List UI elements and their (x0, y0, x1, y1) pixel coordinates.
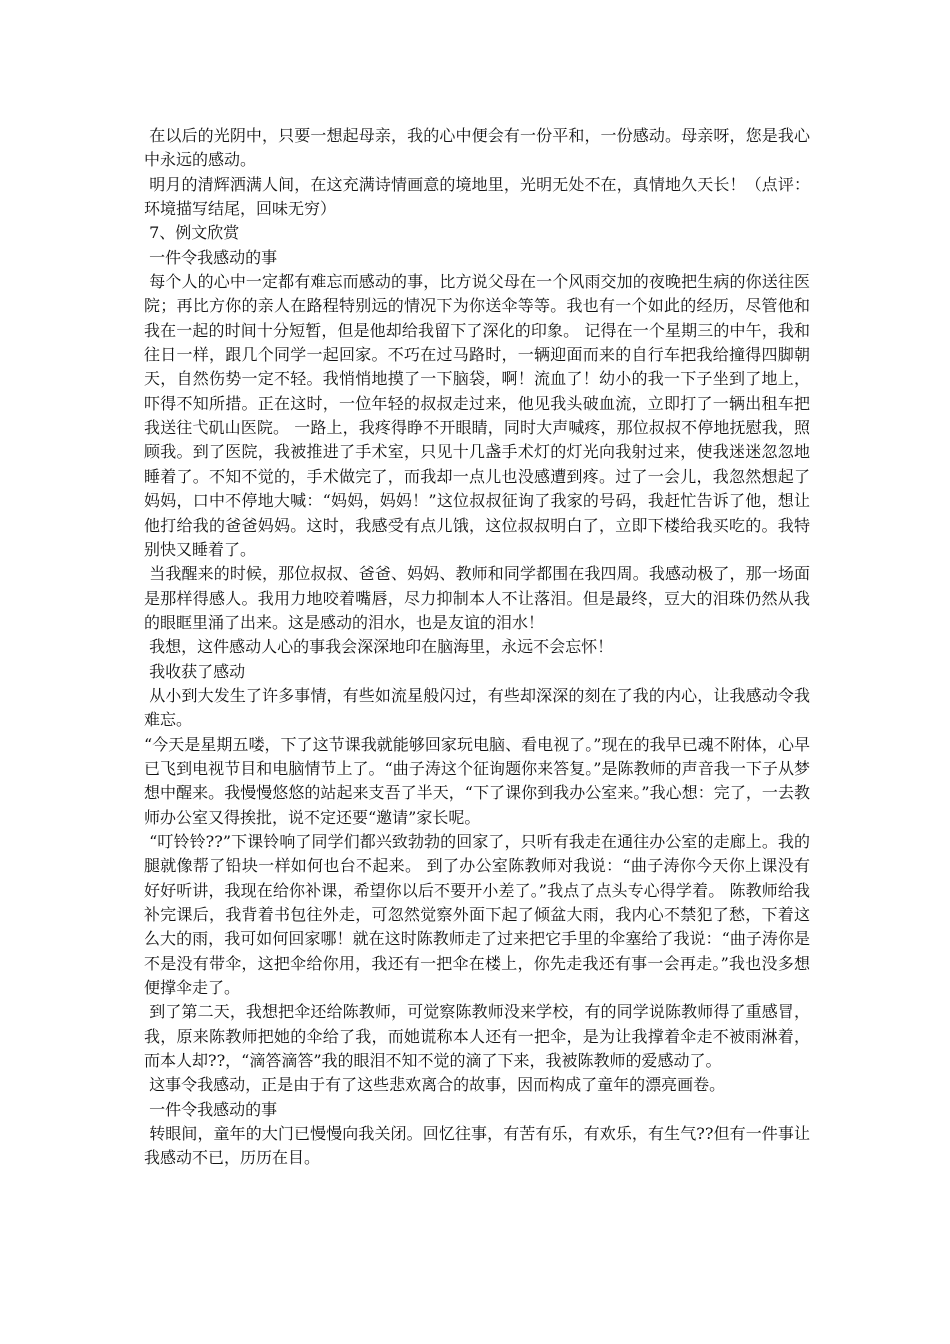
document-page (144, 124, 810, 1171)
paragraph: 我想，这件感动人心的事我会深深地印在脑海里，永远不会忘怀！ (144, 637, 614, 657)
paragraph: 到了第二天，我想把伞还给陈教师，可觉察陈教师没来学校，有的同学说陈教师得了重感冒，我，原来陈教师把她的伞给了我，而她谎称本人还有一把伞，是为让我撑着伞走不被雨淋着，而本人却??，“滴答滴答”我的眼泪不知不觉的滴了下来，我被陈教师的爱感动了。 (144, 1002, 810, 1071)
paragraph: 明月的清辉洒满人间，在这充满诗情画意的境地里，光明无处不在，真情地久天长！（点评：环境描写结尾，回味无穷） (144, 174, 810, 219)
paragraph: “今天是星期五喽，下了这节课我就能够回家玩电脑、看电视了。”现在的我早已魂不附体，心早已飞到电视节目和电脑情节上了。“曲子涛这个征询题你来答复。”是陈教师的声音我一下子从梦想中醒来。我慢慢悠悠的站起来支吾了半天，“下了课你到我办公室来。”我心想：完了，一去教师办公室又得挨批，说不定还要“邀请”家长呢。 (144, 734, 810, 827)
paragraph: 这事令我感动，正是由于有了这些悲欢离合的故事，因而构成了童年的漂亮画卷。 (144, 1075, 726, 1095)
paragraph: 每个人的心中一定都有难忘而感动的事，比方说父母在一个风雨交加的夜晚把生病的你送往医院；再比方你的亲人在路程特别远的情况下为你送伞等等。我也有一个如此的经历，尽管他和我在一起的时间十分短暂，但是他却给我留下了深化的印象。 记得在一个星期三的中午，我和往日一样，跟几个同学一起回家。不巧在过马路时，一辆迎面而来的自行车把我给撞得四脚朝天，自然伤势一定不轻。我悄悄地摸了一下脑袋，啊！流血了！幼小的我一下子坐到了地上，吓得不知所措。正在这时，一位年轻的叔叔走过来，他见我头破血流，立即打了一辆出租车把我送往弋矶山医院。 一路上，我疼得睁不开眼睛，同时大声喊疼，那位叔叔不停地抚慰我，照顾我。到了医院，我被推进了手术室，只见十几盏手术灯的灯光向我射过来，使我迷迷忽忽地睡着了。不知不觉的，手术做完了，而我却一点儿也没感遭到疼。过了一会儿，我忽然想起了妈妈，口中不停地大喊：“妈妈，妈妈！”这位叔叔征询了我家的号码，我赶忙告诉了他，想让他打给我的爸爸妈妈。这时，我感受有点儿饿，这位叔叔明白了，立即下楼给我买吃的。我特别快又睡着了。 (144, 272, 810, 559)
paragraph: 从小到大发生了许多事情，有些如流星般闪过，有些却深深的刻在了我的内心，让我感动令我难忘。 (144, 685, 810, 730)
paragraph: 转眼间，童年的大门已慢慢向我关闭。回忆往事，有苦有乐，有欢乐，有生气??但有一件事让我感动不已，历历在目。 (144, 1124, 810, 1168)
paragraph: 当我醒来的时候，那位叔叔、爸爸、妈妈、教师和同学都围在我四周。我感动极了，那一场面是那样得感人。我用力地咬着嘴唇，尽力抑制本人不让落泪。但是最终，豆大的泪珠仍然从我的眼眶里涌了出来。这是感动的泪水，也是友谊的泪水！ (144, 564, 810, 632)
essay-title: 一件令我感动的事 (144, 1099, 278, 1119)
section-heading: 7、例文欣赏 (144, 223, 240, 243)
paragraph: 在以后的光阴中，只要一想起母亲，我的心中便会有一份平和，一份感动。母亲呀，您是我心中永远的感动。 (144, 126, 810, 170)
essay-title: 一件令我感动的事 (144, 247, 278, 267)
paragraph: “叮铃铃??”下课铃响了同学们都兴致勃勃的回家了，只听有我走在通往办公室的走廊上。我的腿就像帮了铅块一样如何也台不起来。 到了办公室陈教师对我说：“曲子涛你今天你上课没有好好听讲，我现在给你补课，希望你以后不要开小差了。”我点了点头专心得学着。 陈教师给我补完课后，我背着书包往外走，可忽然觉察外面下起了倾盆大雨，我内心不禁犯了愁，下着这么大的雨，我可如何回家哪！就在这时陈教师走了过来把它手里的伞塞给了我说：“曲子涛你是不是没有带伞，这把伞给你用，我还有一把伞在楼上，你先走我还有事一会再走。”我也没多想便撑伞走了。 (144, 831, 810, 998)
essay-title: 我收获了感动 (144, 661, 246, 681)
